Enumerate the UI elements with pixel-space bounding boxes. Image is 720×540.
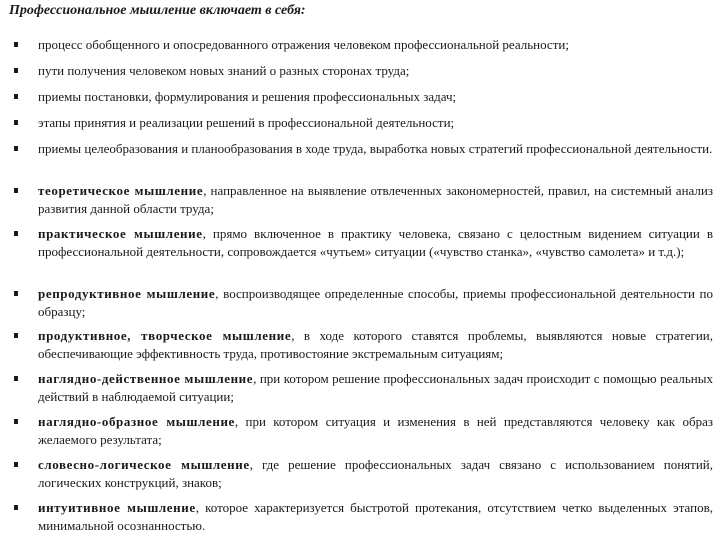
bullet-marker [14,94,18,99]
bullet-marker [14,333,18,338]
list-item-text: репродуктивное мышление, воспроизводящее определенные способы, приемы профессиональной деятельности по образцу; [38,286,713,319]
list-item-text: интуитивное мышление, которое характеризуется быстротой протекания, отсутствием четко выделенных этапов, минимальной осознанностью. [38,500,713,533]
list-item-text: этапы принятия и реализации решений в профессиональной деятельности; [38,115,455,130]
list-item-text: наглядно-действенное мышление, при котором решение профессиональных задач происходит с помощью реальных действий в наблюдаемой ситуации; [38,371,713,404]
bullet-marker [14,291,18,296]
list-item-text: наглядно-образное мышление, при котором ситуация и изменения в ней представляются человеку как образ желаемого результата; [38,414,713,447]
list-item-text: процесс обобщенного и опосредованного отражения человеком профессиональной реальности; [38,37,569,52]
list-item-text: приемы постановки, формулирования и решения профессиональных задач; [38,89,457,104]
bullet-marker [14,188,18,193]
list-item-text: теоретическое мышление, направленное на выявление отвлеченных закономерностей, правил, на системный анализ развития данной области труда; [38,183,713,216]
bullet-marker [14,42,18,47]
list-item-text: пути получения человеком новых знаний о разных сторонах труда; [38,63,410,78]
bullet-marker [14,68,18,73]
bullet-marker [14,231,18,236]
bullet-marker [14,120,18,125]
list-item-text: приемы целеобразования и планообразования в ходе труда, выработка новых стратегий профессиональной деятельности. [38,141,713,156]
bullet-marker [14,462,18,467]
bullet-marker [14,376,18,381]
bullet-marker [14,505,18,510]
list-item-text: практическое мышление, прямо включенное в практику человека, связано с целостным видением ситуации в профессиональной деятельности, сопровождается «чутьем» ситуации («чувство станка», «чувство самолета» и т.д.); [38,226,713,259]
page-title: Профессиональное мышление включает в себя: [9,3,306,18]
bullet-marker [14,419,18,424]
list-item-text: словесно-логическое мышление, где решение профессиональных задач связано с использованием понятий, логических конструкций, знаков; [38,457,713,490]
bullet-marker [14,146,18,151]
list-item-text: продуктивное, творческое мышление, в ходе которого ставятся проблемы, выявляются новые стратегии, обеспечивающие эффективность труда, противостояние экстремальным ситуациям; [38,328,713,361]
